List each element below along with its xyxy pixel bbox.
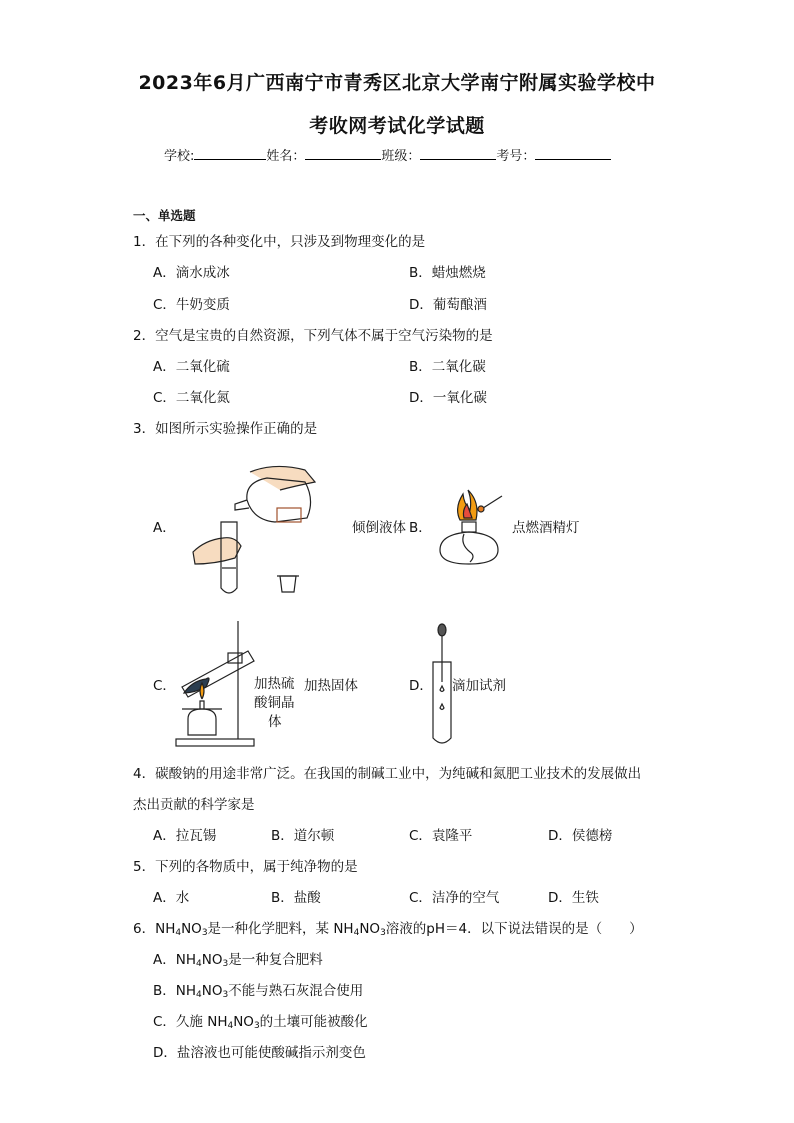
heating-solid-illustration: [172, 617, 262, 752]
no-text: NO: [359, 921, 381, 937]
q3-option-d-caption: 滴加试剂: [452, 678, 506, 694]
q6-option-c-text: 的土壤可能被酸化: [259, 1014, 368, 1030]
q5-stem: 5．下列的各物质中，属于纯净物的是: [133, 859, 358, 875]
no-text: NO: [201, 983, 223, 999]
q4-option-a[interactable]: A．拉瓦锡: [153, 828, 217, 844]
q3-option-a-label[interactable]: A．: [153, 520, 176, 536]
q2-option-a[interactable]: A．二氧化硫: [153, 359, 230, 375]
q6-option-c[interactable]: [153, 1013, 368, 1035]
q1-option-c[interactable]: C．牛奶变质: [153, 297, 230, 313]
subscript-3: 3: [201, 928, 208, 938]
school-label: 学校:: [164, 149, 195, 164]
q3-option-a-caption: 倾倒液体: [352, 520, 406, 536]
q6-option-b-text: B．NH: [153, 983, 197, 999]
alcohol-lamp-illustration: [430, 482, 510, 572]
q6-option-c-text: C．久施 NH: [153, 1014, 228, 1030]
q6-stem-part: 溶液的pH＝4．以下说法错误的是（ ）: [385, 921, 643, 937]
q6-stem-part: 6．NH: [133, 921, 176, 937]
subscript-4: 4: [196, 990, 202, 1000]
q3-option-d-label[interactable]: D．: [409, 678, 433, 694]
no-text: NO: [181, 921, 202, 937]
name-label: 姓名：: [266, 149, 306, 164]
q2-option-b[interactable]: B．二氧化碳: [409, 359, 486, 375]
q1-option-b[interactable]: B．蜡烛燃烧: [409, 265, 486, 281]
q3-option-c-inner-label-3: 体: [268, 714, 282, 730]
subscript-3: 3: [222, 959, 229, 969]
no-text: NO: [201, 952, 223, 968]
exam-title-line-2: 考收网考试化学试题: [309, 115, 485, 137]
q5-option-b[interactable]: B．盐酸: [271, 890, 321, 906]
q6-option-b-text: 不能与熟石灰混合使用: [228, 983, 364, 999]
q3-option-c-inner-label-1: 加热硫: [254, 676, 295, 692]
q3-option-b-label[interactable]: B．: [409, 520, 432, 536]
subscript-3: 3: [380, 928, 386, 938]
q5-option-c[interactable]: C．洁净的空气: [409, 890, 500, 906]
q5-option-d[interactable]: D．生铁: [548, 890, 599, 906]
exam-title-line-1: 2023年6月广西南宁市青秀区北京大学南宁附属实验学校中: [138, 72, 656, 94]
q2-option-c[interactable]: C．二氧化氮: [153, 390, 230, 406]
dropper-test-tube-illustration: [430, 622, 454, 748]
q3-stem: 3．如图所示实验操作正确的是: [133, 421, 318, 437]
q4-option-b[interactable]: B．道尔顿: [271, 828, 335, 844]
q6-option-d[interactable]: D．盐溶液也可能使酸碱指示剂变色: [153, 1045, 366, 1061]
subscript-4: 4: [227, 1021, 234, 1031]
subscript-4: 4: [353, 928, 360, 938]
q1-option-d[interactable]: D．葡萄酿酒: [409, 297, 487, 313]
q6-option-a[interactable]: [153, 951, 323, 973]
subscript-4: 4: [175, 928, 182, 938]
q6-stem: [133, 920, 643, 942]
name-blank[interactable]: [305, 146, 381, 160]
subscript-4: 4: [196, 959, 202, 969]
q2-stem: 2．空气是宝贵的自然资源，下列气体不属于空气污染物的是: [133, 328, 493, 344]
q2-option-d[interactable]: D．一氧化碳: [409, 390, 487, 406]
q3-option-c-label[interactable]: C．: [153, 678, 176, 694]
q5-option-a[interactable]: A．水: [153, 890, 190, 906]
q3-option-c-caption: 加热固体: [304, 678, 358, 694]
q1-option-a[interactable]: A．滴水成冰: [153, 265, 230, 281]
student-info-row: [164, 145, 611, 164]
school-blank[interactable]: [194, 146, 266, 160]
subscript-3: 3: [222, 990, 229, 1000]
subscript-3: 3: [253, 1021, 260, 1031]
q3-option-c-inner-label-2: 酸铜晶: [254, 695, 295, 711]
q6-option-a-text: 是一种复合肥料: [228, 952, 323, 968]
q4-stem-line-1: 4．碳酸钠的用途非常广泛。在我国的制碱工业中，为纯碱和氮肥工业技术的发展做出: [133, 766, 642, 782]
no-text: NO: [233, 1014, 254, 1030]
number-label: 考号：: [496, 149, 536, 164]
q6-stem-part: 是一种化学肥料，某 NH: [207, 921, 354, 937]
q4-option-d[interactable]: D．侯德榜: [548, 828, 613, 844]
q1-stem: 1．在下列的各种变化中，只涉及到物理变化的是: [133, 234, 426, 250]
q3-option-b-caption: 点燃酒精灯: [512, 520, 580, 536]
q4-stem-line-2: 杰出贡献的科学家是: [133, 797, 255, 813]
q6-option-a-text: A．NH: [153, 952, 196, 968]
number-blank[interactable]: [535, 146, 611, 160]
q4-option-c[interactable]: C．袁隆平: [409, 828, 473, 844]
pouring-liquid-illustration: [175, 460, 335, 600]
class-label: 班级：: [381, 149, 421, 164]
section-heading: 一、单选题: [133, 208, 196, 223]
class-blank[interactable]: [420, 146, 496, 160]
q6-option-b[interactable]: [153, 982, 363, 1004]
